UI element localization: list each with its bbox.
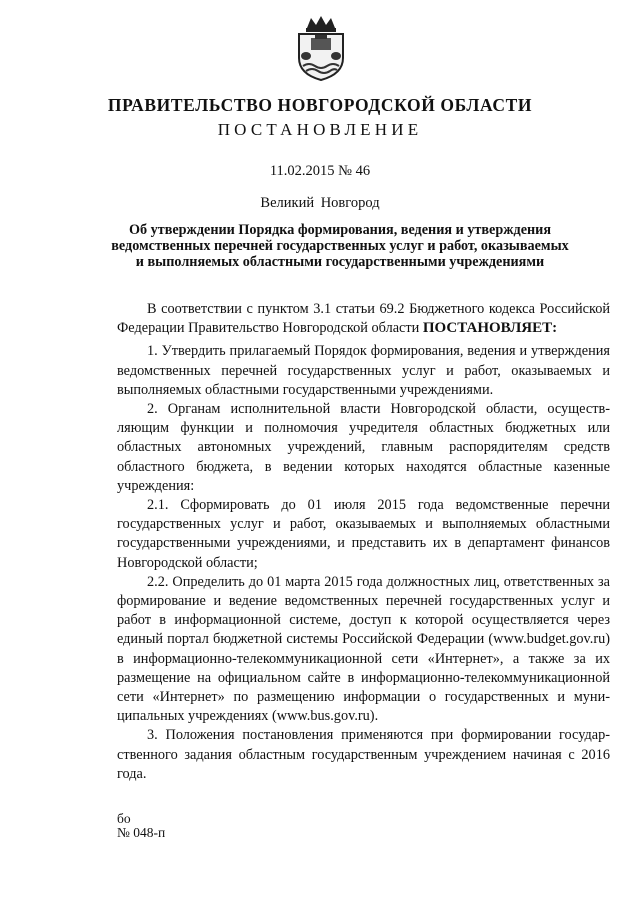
paragraph-3: 3. Положения постановления применяются при формировании государственного задания областным государственным учреждением начиная с 2016 года. xyxy=(117,727,610,782)
paragraph-2: 2. Органам исполнительной власти Новгородской области, осуществляющим функции и полномочия учредителя областных бюджетных или областных автономных учреждений, главным распорядителям средств областного бюджета, в ведении которых находятся областные казенные учреждения: xyxy=(117,401,610,494)
title-line: Об утверждении Порядка формирования, ведения и утверждения xyxy=(128,222,552,238)
coat-of-arms-icon xyxy=(293,14,349,82)
decree-word: ПОСТАНОВЛЯЕТ: xyxy=(422,320,558,337)
document-title xyxy=(100,222,580,270)
document-type: ПОСТАНОВЛЕНИЕ xyxy=(217,120,423,139)
title-line: и выполняемых областными государственными учреждениями xyxy=(135,254,545,270)
document-city: Великий Новгород xyxy=(260,195,380,211)
document-footer xyxy=(117,812,165,840)
paragraph-1: 1. Утвердить прилагаемый Порядок формирования, ведения и утверждения ведомственных перечней государственных услуг и работ, оказываемых и выполняемых областными государственными учреждениями. xyxy=(117,343,610,398)
title-line: ведомственных перечней государственных услуг и работ, оказываемых xyxy=(111,238,569,254)
government-name: ПРАВИТЕЛЬСТВО НОВГОРОДСКОЙ ОБЛАСТИ xyxy=(107,95,533,115)
document-date-number: 11.02.2015 № 46 xyxy=(269,163,371,179)
footer-initials: бо xyxy=(117,811,131,826)
paragraph-2-2: 2.2. Определить до 01 марта 2015 года должностных лиц, ответственных за формирование и ведение ведомственных перечней государственных услуг и работ в информационной системе, доступ к которой осуществляется через единый портал бюджетной системы Российской Федерации (www.budget.gov.ru) в информационно-телекоммуникационной сети «Интернет», а также за их размещение на официальном сайте в информационно-телекоммуникационной сети «Интернет» по размещению информации о государственных и муниципальных учреждениях (www.bus.gov.ru). xyxy=(117,573,610,725)
footer-code: № 048-п xyxy=(117,825,166,840)
paragraph-2-1: 2.1. Сформировать до 01 июля 2015 года ведомственные перечни государственных услуг и работ, оказываемых и выполняемых областными государственными учреждениями, и представить их в департамент финансов Новгородской области; xyxy=(117,497,610,571)
document-body xyxy=(117,300,610,784)
intro-paragraph xyxy=(117,300,610,338)
intro-text: В соответствии с пунктом 3.1 статьи 69.2 Бюджетного кодекса Российской Федерации Правительство Новгородской области xyxy=(117,301,610,337)
